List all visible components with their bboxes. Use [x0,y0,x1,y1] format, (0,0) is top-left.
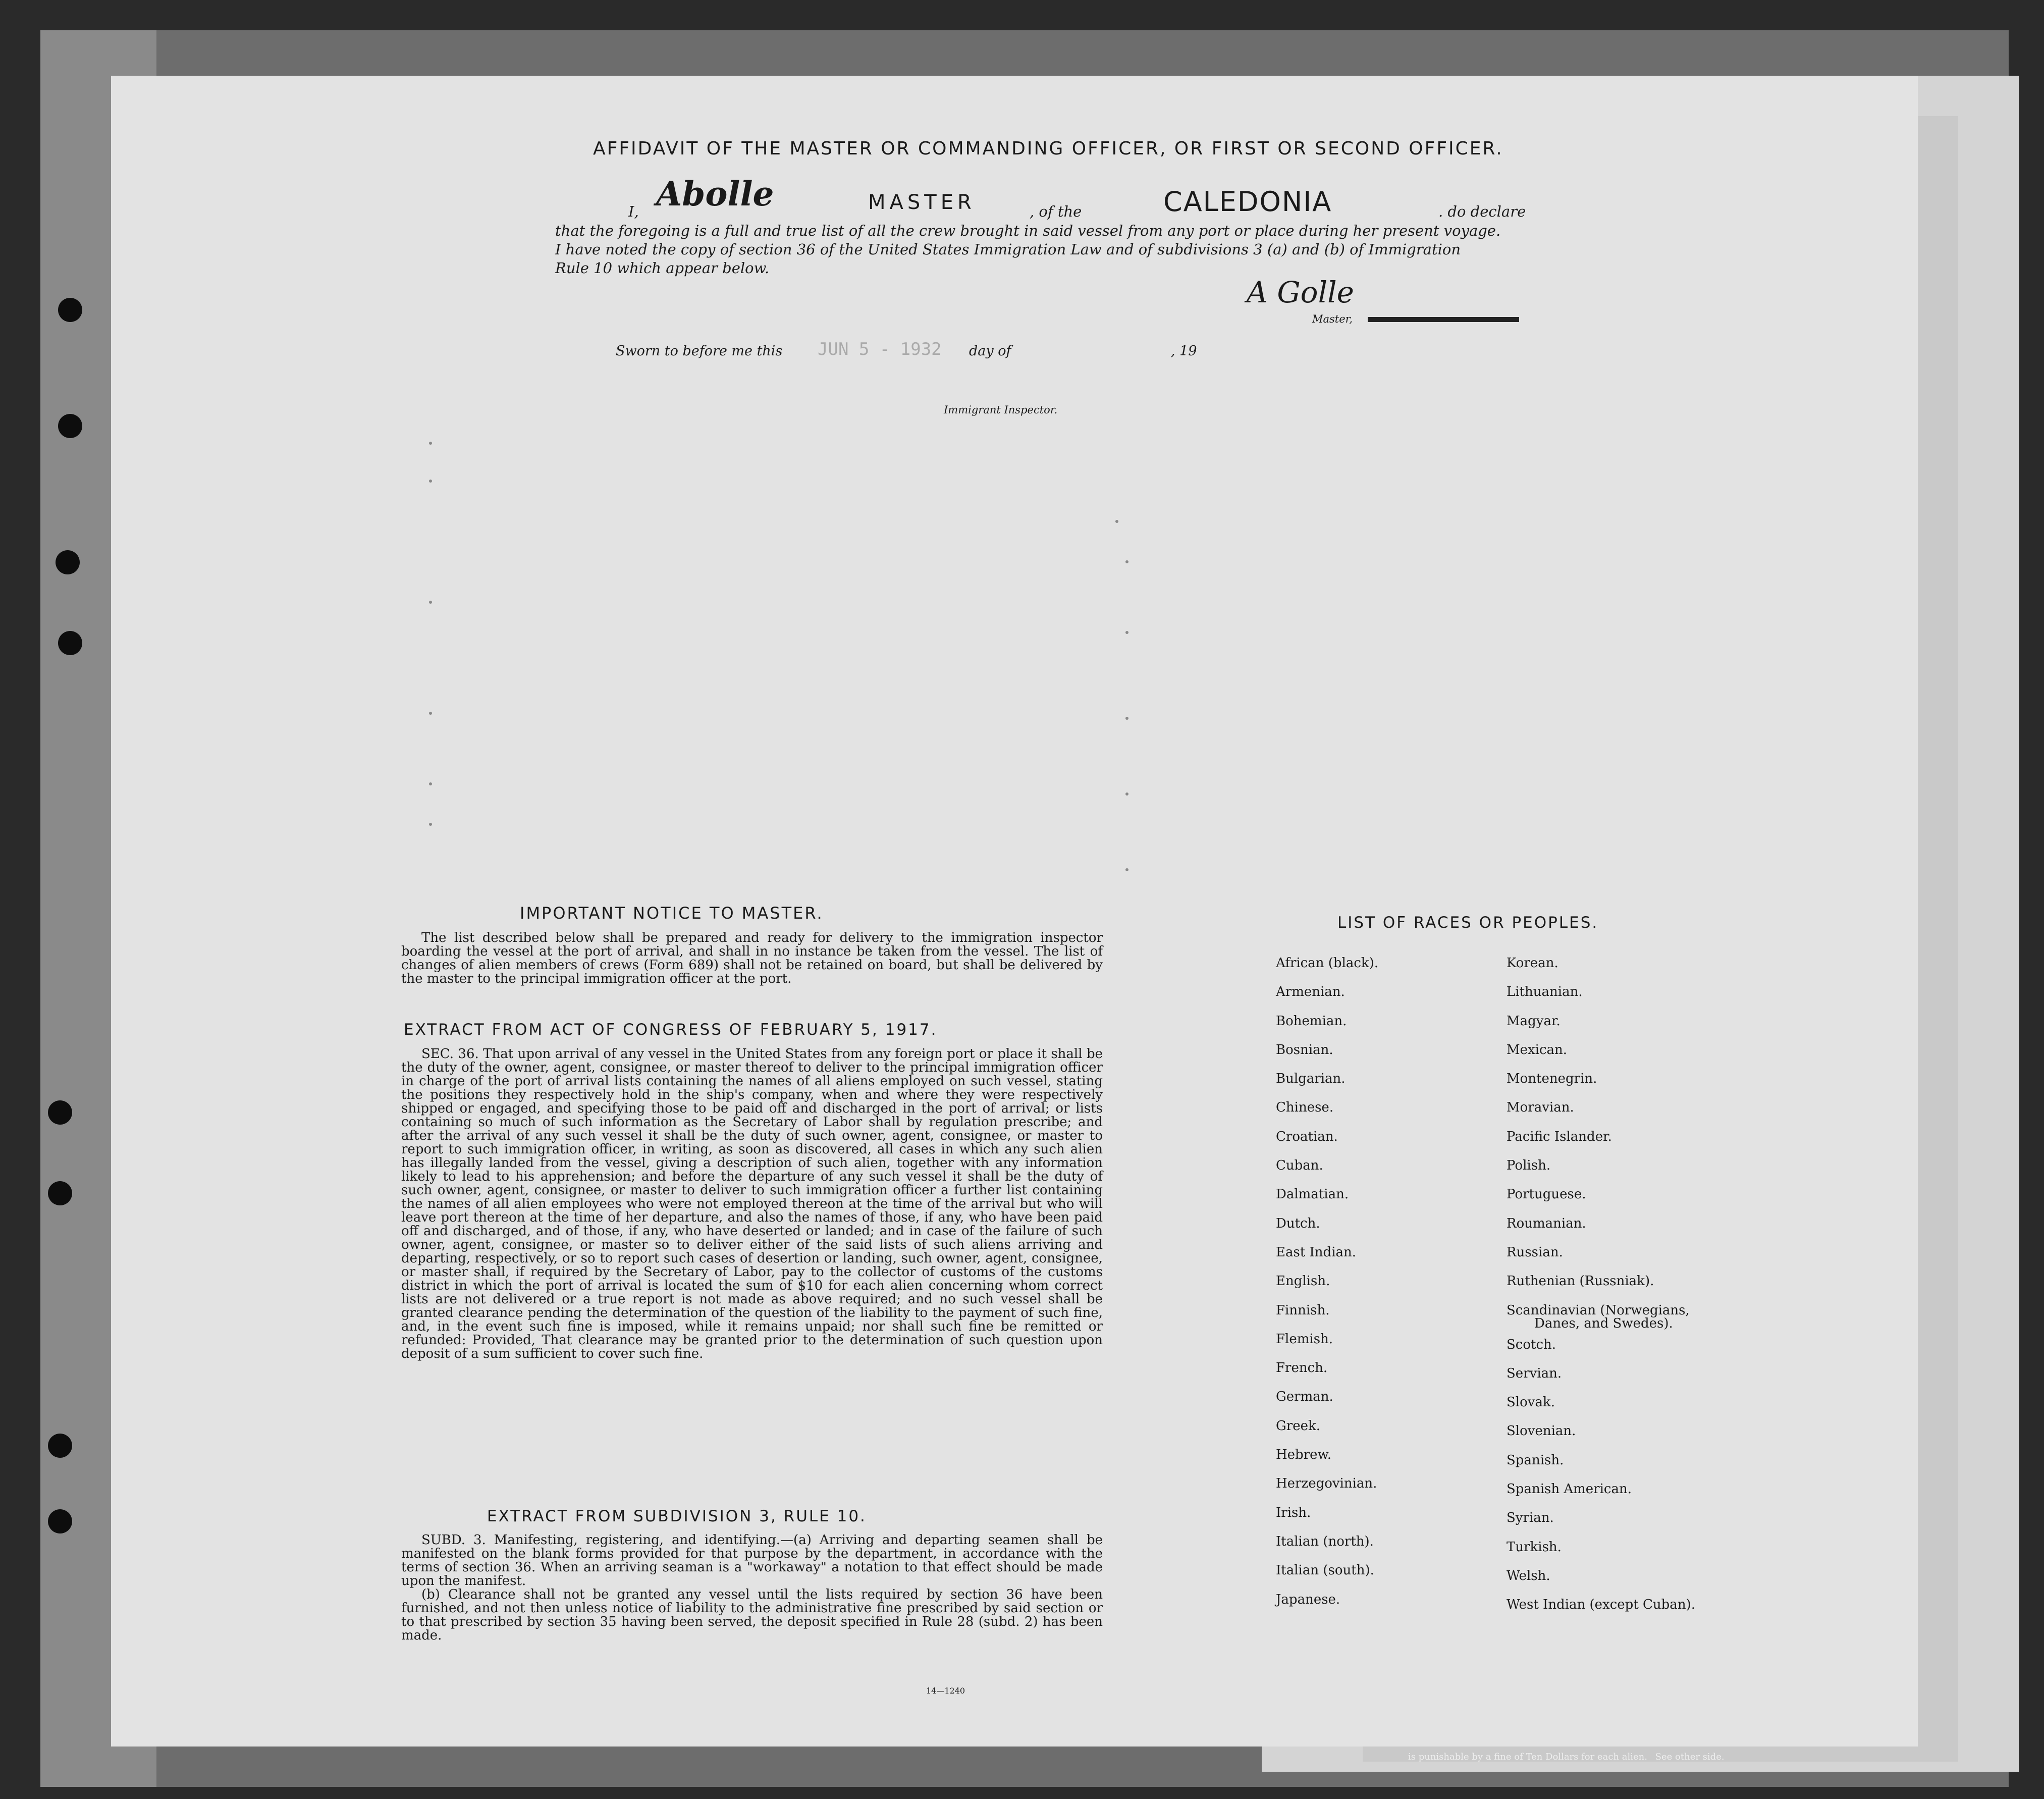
extract-act-heading: EXTRACT FROM ACT OF CONGRESS OF FEBRUARY 5, 1917. [404,1021,938,1039]
race-item: Slovak. [1507,1395,1555,1410]
race-item: Bulgarian. [1276,1071,1346,1087]
bleed-mark [429,601,432,604]
bleed-mark [429,823,432,826]
sworn-label: Sworn to before me this [616,343,783,359]
punch-hole [58,414,82,438]
race-item: Dutch. [1276,1215,1320,1231]
bleed-mark [1125,631,1128,634]
declaration-line-2: that the foregoing is a full and true list of all the crew brought in said vessel from any port or place during her present voyage. [555,222,1501,239]
bleed-mark [1125,792,1128,796]
declarant-signature: Abolle [656,174,774,214]
affidavit-title: AFFIDAVIT OF THE MASTER OR COMMANDING OFFICER, OR FIRST OR SECOND OFFICER. [593,138,1503,159]
race-item: Syrian. [1507,1510,1554,1526]
section-36-paragraph: SEC. 36. That upon arrival of any vessel in the United States from any foreign port or place it shall be the duty of the owner, agent, consignee, or master thereof to deliver to the principal immigration officer in charge of the port of arrival lists containing the names of all aliens employed on such vessel, stating the positions they respectively hold in the ship's company, when and where they were respectively shipped or engaged, and specifying those to be paid off and discharged in the port of arrival; or lists containing so much of such information as the Secretary of Labor shall by regulation prescribe; and after the arrival of any such vessel it shall be the duty of such owner, agent, consignee, or master to report to such immigration officer, in writing, as soon as discovered, all cases in which any such alien has illegally landed from the vessel, giving a description of such alien, together with any information likely to lead to his apprehension; and before the departure of any such vessel it shall be the duty of such owner, agent, consignee, or master to deliver to such immigration officer a further list containing the names of all alien employees who were not employed thereon at the time of the arrival but who will leave port thereon at the time of her departure, and also the names of those, if any, who have been paid off and discharged, and of those, if any, who have deserted or landed; and in case of the failure of such owner, agent, consignee, or master so to deliver either of the said lists of such aliens arriving and departing, respectively, or so to report such cases of desertion or landing, such owner, agent, consignee, or master shall, if required by the Secretary of Labor, pay to the collector of customs of the customs district in which the port of arrival is located the sum of $10 for each alien concerning whom correct lists are not delivered or a true report is not made as above required; and no such vessel shall be granted clearance pending the determination of the question of the liability to the payment of such fine, and, in the event such fine is imposed, while it remains unpaid; nor shall such fine be remitted or refunded: Provided, That clearance may be granted prior to the determination of such question upon deposit of a sum sufficient to cover such fine. [401,1046,1103,1361]
punch-hole [58,631,82,655]
struck-out-officer-title [1368,317,1519,322]
bleed-mark [429,712,432,715]
race-item: German. [1276,1389,1333,1405]
race-item: Bosnian. [1276,1042,1333,1057]
race-item: Turkish. [1507,1539,1562,1555]
extract-act-text [401,1047,1103,1361]
race-item: Spanish. [1507,1452,1564,1468]
race-item: Pacific Islander. [1507,1129,1612,1144]
races-heading: LIST OF RACES OR PEOPLES. [1337,914,1599,932]
race-item: Italian (south). [1276,1563,1374,1578]
race-item: West Indian (except Cuban). [1507,1597,1695,1613]
footer-fine-text: is punishable by a fine of Ten Dollars for each alien. [1408,1752,1647,1762]
notice-text [401,931,1103,986]
subdivision-b-paragraph: (b) Clearance shall not be granted any vessel until the lists required by section 36 have been furnished, and not then unless notice of liability to the administrative fine prescribed by said section or to that prescribed by section 35 having been served, the deposit specified in Rule 28 (subd. 2) has been made. [401,1587,1103,1643]
race-item: African (black). [1276,956,1379,971]
year-label: , 19 [1171,343,1197,359]
race-item: Lithuanian. [1507,984,1583,1000]
vessel-name: CALEDONIA [1163,186,1332,218]
race-item: Chinese. [1276,1100,1334,1116]
bleed-mark [429,480,432,483]
race-item: Servian. [1507,1365,1562,1381]
declaration-line-3: I have noted the copy of section 36 of the United States Immigration Law and of subdivisions 3 (a) and (b) of Immigration [555,241,1461,258]
race-item: Roumanian. [1507,1215,1586,1231]
race-item: Croatian. [1276,1129,1338,1144]
bleed-mark [1125,560,1128,563]
race-item: Italian (north). [1276,1533,1374,1549]
race-item: Flemish. [1276,1331,1333,1347]
race-item: Scotch. [1507,1337,1556,1352]
declaration-line-4: Rule 10 which appear below. [555,259,770,277]
race-item: Portuguese. [1507,1187,1586,1202]
subdivision-a-paragraph: SUBD. 3. Manifesting, registering, and identifying.—(a) Arriving and departing seamen shall be manifested on the blank forms provided for that purpose by the department, in accordance with the terms of section 36. When an arriving seaman is a "workaway" a notation to that effect should be made upon the manifest. [401,1532,1103,1589]
race-item: Korean. [1507,956,1558,971]
race-item: Hebrew. [1276,1447,1331,1463]
affidavit-page [111,76,1918,1747]
race-item: East Indian. [1276,1244,1357,1260]
punch-hole [56,550,80,574]
footer-note [1408,1752,1725,1762]
race-item: Finnish. [1276,1302,1330,1318]
do-declare-label: . do declare [1438,203,1526,220]
punch-hole [58,298,82,322]
notice-heading: IMPORTANT NOTICE TO MASTER. [520,904,824,923]
race-item: Slovenian. [1507,1423,1576,1439]
race-item: Ruthenian (Russniak). [1507,1274,1654,1289]
declarant-prefix: I, [628,203,639,220]
races-right-column [1507,953,1695,1624]
punch-hole [48,1509,72,1533]
race-item: French. [1276,1360,1328,1376]
race-item: Irish. [1276,1505,1311,1520]
race-item: Scandinavian (Norwegians, [1507,1302,1690,1318]
races-left-column [1276,953,1378,1618]
notice-paragraph: The list described below shall be prepared and ready for delivery to the immigration inspector boarding the vessel at the port of arrival, and shall in no instance be taken from the vessel. The list of changes of alien members of crews (Form 689) shall not be retained on board, but shall be delivered by the master to the principal immigration officer at the port. [401,930,1103,986]
race-item: Dalmatian. [1276,1187,1349,1202]
bleed-mark [1125,868,1128,871]
inspector-label: Immigrant Inspector. [944,404,1058,416]
bleed-mark [429,442,432,445]
punch-hole [48,1434,72,1458]
race-item: Danes, and Swedes). [1534,1315,1673,1331]
extract-rule-heading: EXTRACT FROM SUBDIVISION 3, RULE 10. [487,1507,867,1525]
master-title: Master, [1312,313,1353,325]
race-item: Armenian. [1276,984,1345,1000]
date-stamp: JUN 5 - 1932 [818,339,942,359]
race-item: Montenegrin. [1507,1071,1597,1087]
race-item: Polish. [1507,1158,1551,1174]
race-item: Herzegovinian. [1276,1476,1377,1492]
race-item: Greek. [1276,1418,1320,1434]
footer-see-other-side: See other side. [1655,1752,1725,1762]
bleed-mark [1125,717,1128,720]
bleed-mark [1115,520,1118,523]
race-item: Cuban. [1276,1158,1323,1174]
master-signature: A Golle [1247,275,1354,309]
day-of-label: day of [969,343,1011,359]
extract-rule-text [401,1533,1103,1643]
master-label: MASTER [868,191,976,214]
race-item: Spanish American. [1507,1481,1632,1497]
of-the-label: , of the [1030,203,1082,220]
form-number: 14—1240 [926,1686,965,1696]
race-item: English. [1276,1274,1330,1289]
bleed-mark [429,782,432,785]
race-item: Welsh. [1507,1568,1550,1583]
race-item: Russian. [1507,1244,1563,1260]
race-item: Magyar. [1507,1013,1561,1029]
punch-hole [48,1100,72,1125]
race-item: Japanese. [1276,1592,1340,1607]
race-item: Mexican. [1507,1042,1568,1057]
punch-hole [48,1181,72,1205]
race-item: Bohemian. [1276,1013,1347,1029]
race-item: Moravian. [1507,1100,1574,1116]
